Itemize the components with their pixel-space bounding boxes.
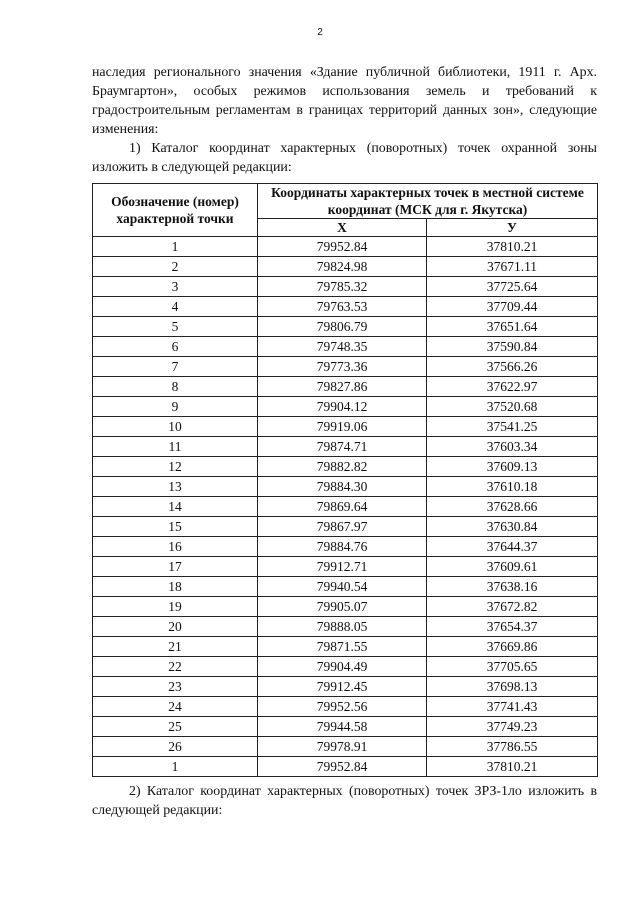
table-row: [93, 257, 598, 277]
point-number-cell: 26: [93, 737, 258, 757]
x-coordinate-cell: 79874.71: [258, 437, 427, 457]
x-coordinate-cell: 79912.45: [258, 677, 427, 697]
header-coords: Координаты характерных точек в местной системе координат (МСК для г. Якутска): [258, 184, 598, 219]
table-row: [93, 377, 598, 397]
x-coordinate-cell: 79785.32: [258, 277, 427, 297]
point-number-cell: 20: [93, 617, 258, 637]
point-number-cell: 18: [93, 577, 258, 597]
x-coordinate-cell: 79882.82: [258, 457, 427, 477]
x-coordinate-cell: 79867.97: [258, 517, 427, 537]
table-header-row: [93, 184, 598, 219]
x-coordinate-cell: 79869.64: [258, 497, 427, 517]
table-row: [93, 737, 598, 757]
table-row: [93, 757, 598, 777]
point-number-cell: 23: [93, 677, 258, 697]
intro-paragraph: наследия регионального значения «Здание публичной библиотеки, 1911 г. Арх. Браумгартон», особых режимов использования земель и требований к градостроительным регламентам в границах территорий данных зон», следующие изменения:: [92, 65, 597, 137]
point-number-cell: 2: [93, 257, 258, 277]
point-number-cell: 4: [93, 297, 258, 317]
y-coordinate-cell: 37810.21: [427, 757, 598, 777]
y-coordinate-cell: 37705.65: [427, 657, 598, 677]
y-coordinate-cell: 37669.86: [427, 637, 598, 657]
x-coordinate-cell: 79763.53: [258, 297, 427, 317]
y-coordinate-cell: 37628.66: [427, 497, 598, 517]
table-row: [93, 357, 598, 377]
y-coordinate-cell: 37725.64: [427, 277, 598, 297]
x-coordinate-cell: 79888.05: [258, 617, 427, 637]
x-coordinate-cell: 79806.79: [258, 317, 427, 337]
point-number-cell: 17: [93, 557, 258, 577]
point-number-cell: 9: [93, 397, 258, 417]
table-row: [93, 677, 598, 697]
table-row: [93, 537, 598, 557]
point-number-cell: 24: [93, 697, 258, 717]
table-row: [93, 597, 598, 617]
table-row: [93, 317, 598, 337]
table-row: [93, 557, 598, 577]
table-row: [93, 697, 598, 717]
x-coordinate-cell: 79884.76: [258, 537, 427, 557]
table-row: [93, 417, 598, 437]
y-coordinate-cell: 37622.97: [427, 377, 598, 397]
point-number-cell: 10: [93, 417, 258, 437]
y-coordinate-cell: 37541.25: [427, 417, 598, 437]
point-number-cell: 13: [93, 477, 258, 497]
y-coordinate-cell: 37651.64: [427, 317, 598, 337]
table-row: [93, 237, 598, 257]
item-1-paragraph: 1) Каталог координат характерных (поворотных) точек охранной зоны изложить в следующей редакции:: [92, 141, 597, 175]
point-number-cell: 16: [93, 537, 258, 557]
x-coordinate-cell: 79952.56: [258, 697, 427, 717]
y-coordinate-cell: 37609.13: [427, 457, 598, 477]
y-coordinate-cell: 37638.16: [427, 577, 598, 597]
x-coordinate-cell: 79871.55: [258, 637, 427, 657]
x-coordinate-cell: 79944.58: [258, 717, 427, 737]
x-coordinate-cell: 79952.84: [258, 757, 427, 777]
table-row: [93, 457, 598, 477]
point-number-cell: 22: [93, 657, 258, 677]
x-coordinate-cell: 79904.49: [258, 657, 427, 677]
table-row: [93, 617, 598, 637]
x-coordinate-cell: 79904.12: [258, 397, 427, 417]
x-coordinate-cell: 79919.06: [258, 417, 427, 437]
point-number-cell: 11: [93, 437, 258, 457]
item-2-paragraph: 2) Каталог координат характерных (поворотных) точек ЗРЗ-1ло изложить в следующей редакции:: [92, 784, 597, 818]
table-row: [93, 277, 598, 297]
point-number-cell: 3: [93, 277, 258, 297]
x-coordinate-cell: 79773.36: [258, 357, 427, 377]
x-coordinate-cell: 79978.91: [258, 737, 427, 757]
table-row: [93, 717, 598, 737]
point-number-cell: 1: [93, 237, 258, 257]
y-coordinate-cell: 37590.84: [427, 337, 598, 357]
y-coordinate-cell: 37520.68: [427, 397, 598, 417]
point-number-cell: 5: [93, 317, 258, 337]
x-coordinate-cell: 79748.35: [258, 337, 427, 357]
header-x: Х: [258, 219, 427, 237]
table-row: [93, 637, 598, 657]
table-body: [93, 237, 598, 777]
x-coordinate-cell: 79905.07: [258, 597, 427, 617]
y-coordinate-cell: 37698.13: [427, 677, 598, 697]
y-coordinate-cell: 37709.44: [427, 297, 598, 317]
y-coordinate-cell: 37603.34: [427, 437, 598, 457]
coordinates-table: [92, 183, 598, 777]
x-coordinate-cell: 79912.71: [258, 557, 427, 577]
x-coordinate-cell: 79884.30: [258, 477, 427, 497]
point-number-cell: 15: [93, 517, 258, 537]
table-row: [93, 497, 598, 517]
header-point: Обозначение (номер) характерной точки: [93, 184, 258, 237]
y-coordinate-cell: 37810.21: [427, 237, 598, 257]
point-number-cell: 19: [93, 597, 258, 617]
y-coordinate-cell: 37672.82: [427, 597, 598, 617]
x-coordinate-cell: 79827.86: [258, 377, 427, 397]
table-row: [93, 297, 598, 317]
point-number-cell: 7: [93, 357, 258, 377]
point-number-cell: 14: [93, 497, 258, 517]
y-coordinate-cell: 37654.37: [427, 617, 598, 637]
point-number-cell: 1: [93, 757, 258, 777]
table-row: [93, 397, 598, 417]
y-coordinate-cell: 37741.43: [427, 697, 598, 717]
table-row: [93, 477, 598, 497]
document-body: [92, 63, 597, 820]
y-coordinate-cell: 37630.84: [427, 517, 598, 537]
y-coordinate-cell: 37749.23: [427, 717, 598, 737]
point-number-cell: 21: [93, 637, 258, 657]
table-row: [93, 437, 598, 457]
header-y: У: [427, 219, 598, 237]
point-number-cell: 6: [93, 337, 258, 357]
page-number: 2: [317, 27, 323, 38]
table-row: [93, 577, 598, 597]
y-coordinate-cell: 37671.11: [427, 257, 598, 277]
table-row: [93, 337, 598, 357]
point-number-cell: 12: [93, 457, 258, 477]
point-number-cell: 8: [93, 377, 258, 397]
x-coordinate-cell: 79940.54: [258, 577, 427, 597]
point-number-cell: 25: [93, 717, 258, 737]
y-coordinate-cell: 37786.55: [427, 737, 598, 757]
y-coordinate-cell: 37609.61: [427, 557, 598, 577]
x-coordinate-cell: 79824.98: [258, 257, 427, 277]
table-row: [93, 657, 598, 677]
y-coordinate-cell: 37566.26: [427, 357, 598, 377]
y-coordinate-cell: 37644.37: [427, 537, 598, 557]
y-coordinate-cell: 37610.18: [427, 477, 598, 497]
table-row: [93, 517, 598, 537]
x-coordinate-cell: 79952.84: [258, 237, 427, 257]
